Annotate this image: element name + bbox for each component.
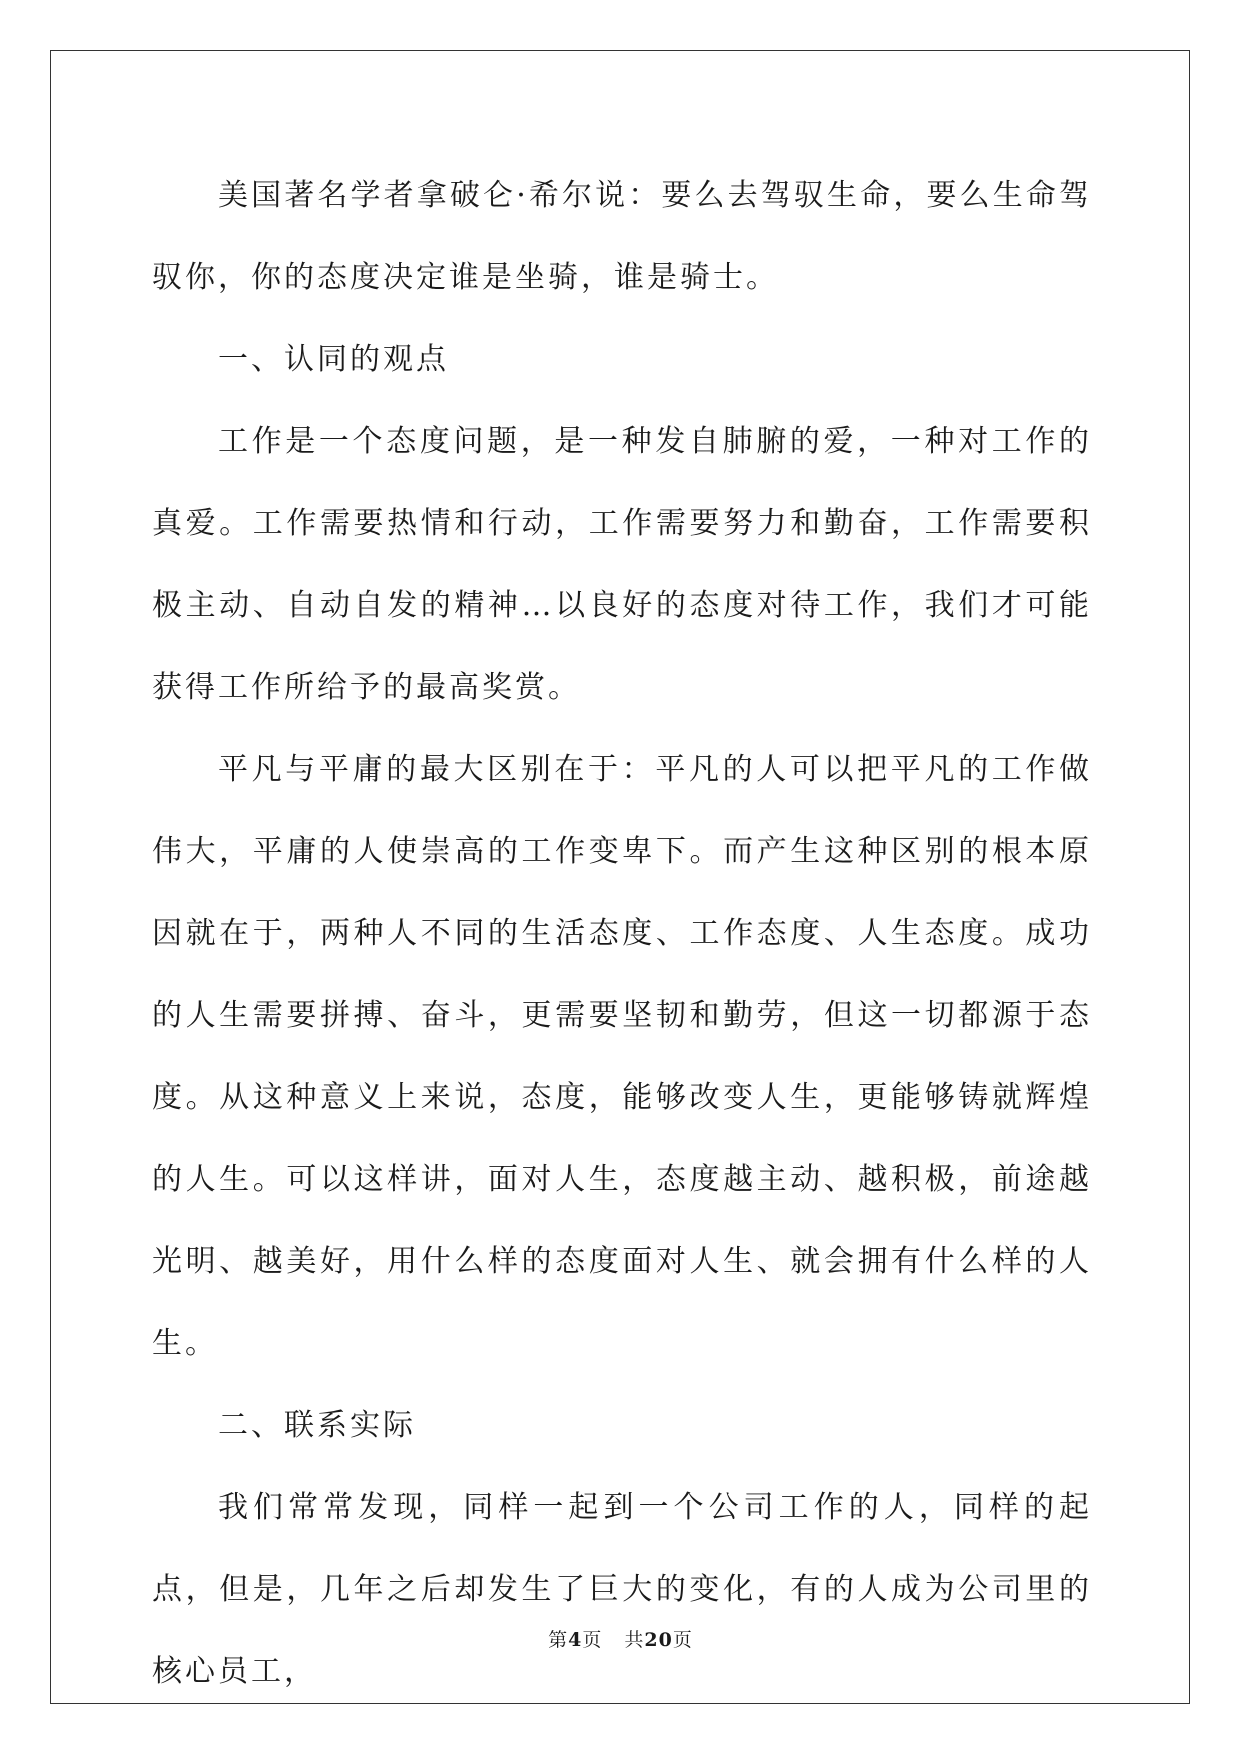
paragraph-practice: 我们常常发现，同样一起到一个公司工作的人，同样的起点，但是，几年之后却发生了巨大的变化，有的人成为公司里的核心员工， <box>152 1490 1092 1689</box>
footer-total-pages: 20 <box>644 1629 673 1651</box>
footer-current-page: 4 <box>568 1629 583 1651</box>
footer-prefix: 第 <box>548 1629 569 1651</box>
document-body <box>152 155 1092 1713</box>
paragraph-quote: 美国著名学者拿破仑·希尔说：要么去驾驭生命，要么生命驾驭你，你的态度决定谁是坐骑，谁是骑士。 <box>152 178 1092 295</box>
paragraph-ordinary-vs-mediocre: 平凡与平庸的最大区别在于：平凡的人可以把平凡的工作做伟大，平庸的人使崇高的工作变卑下。而产生这种区别的根本原因就在于，两种人不同的生活态度、工作态度、人生态度。成功的人生需要拼搏、奋斗，更需要坚韧和勤劳，但这一切都源于态度。从这种意义上来说，态度，能够改变人生，更能够铸就辉煌的人生。可以这样讲，面对人生，态度越主动、越积极，前途越光明、越美好，用什么样的态度面对人生、就会拥有什么样的人生。 <box>152 752 1092 1361</box>
page-footer <box>0 1625 1241 1652</box>
footer-total-unit: 页 <box>672 1629 693 1651</box>
section-heading-2: 二、联系实际 <box>218 1408 416 1443</box>
section-heading-1: 一、认同的观点 <box>218 342 449 377</box>
footer-total-prefix: 共 <box>624 1629 645 1651</box>
paragraph-work-attitude: 工作是一个态度问题，是一种发自肺腑的爱，一种对工作的真爱。工作需要热情和行动，工作需要努力和勤奋，工作需要积极主动、自动自发的精神…以良好的态度对待工作，我们才可能获得工作所给予的最高奖赏。 <box>152 424 1092 705</box>
footer-page-unit: 页 <box>582 1629 603 1651</box>
